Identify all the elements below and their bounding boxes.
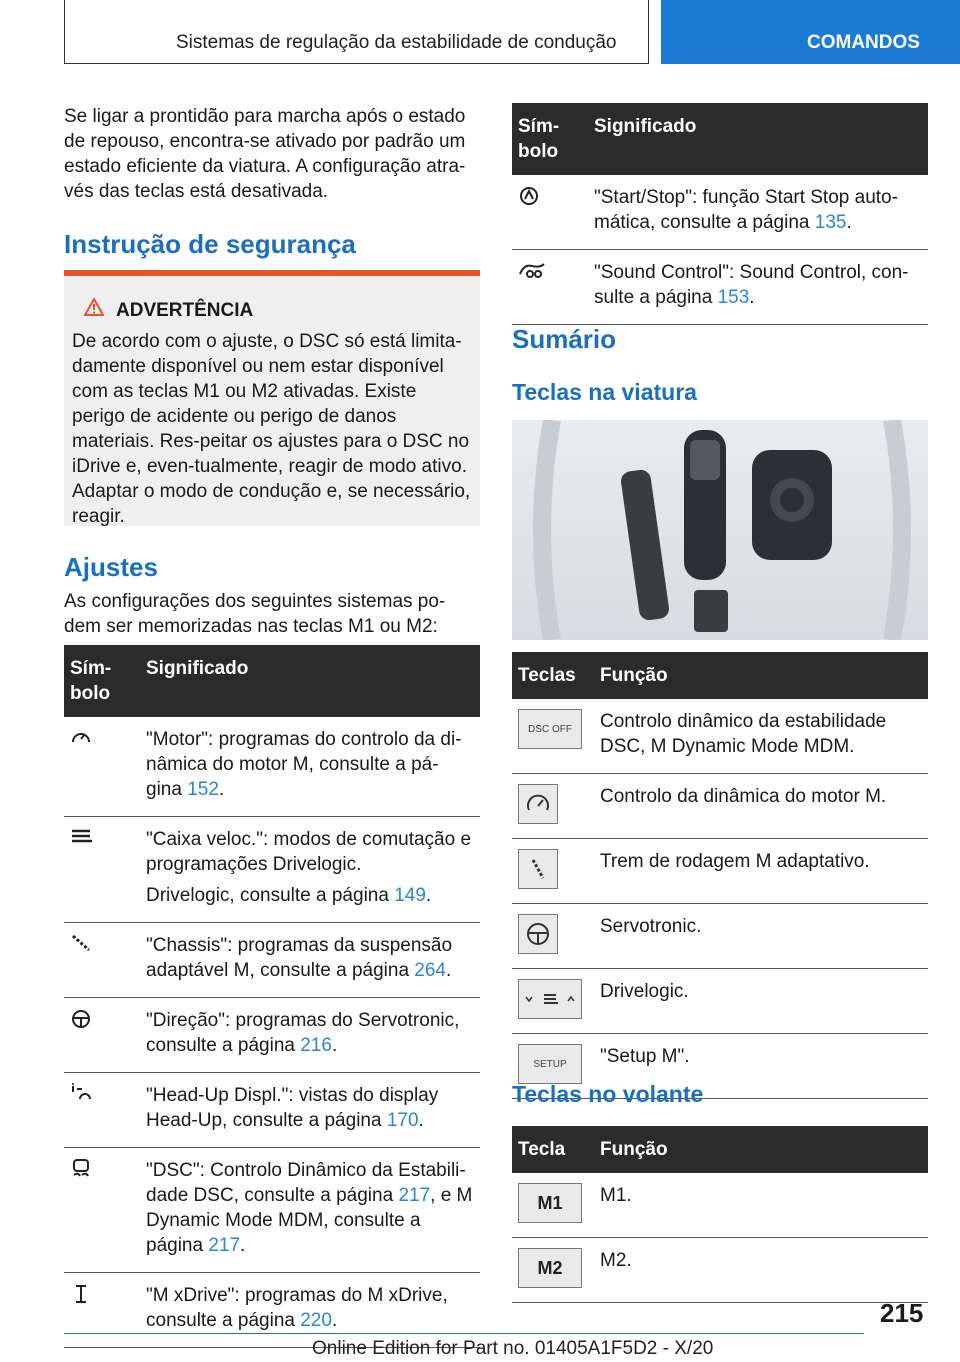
table-row: "DSC": Controlo Dinâmico da Estabili-dade DSC, consulte a página 217, e M Dynamic Mode MDM, consulte a página 217. <box>64 1148 480 1273</box>
table-row: "Head-Up Displ.": vistas do display Head-Up, consulte a página 170. <box>64 1073 480 1148</box>
tab-comandos[interactable]: COMANDOS <box>661 0 960 64</box>
head-up-display-icon <box>70 1087 96 1108</box>
vehicle-keys-table <box>512 652 928 1099</box>
setup-key-icon: SETUP <box>518 1044 582 1084</box>
col-symbol: Sím-bolo <box>64 645 140 717</box>
xdrive-icon <box>70 1289 92 1310</box>
col-symbol: Sím-bolo <box>512 103 588 175</box>
center-console-photo <box>512 420 928 640</box>
footer-divider <box>64 1333 864 1334</box>
dsc-icon <box>70 1164 92 1185</box>
settings-intro: As configurações dos seguintes sistemas po-dem ser memorizadas nas teclas M1 ou M2: <box>64 591 446 637</box>
col-meaning: Significado <box>140 645 480 717</box>
settings-heading: Ajustes <box>64 552 158 582</box>
page-link[interactable]: 216 <box>300 1035 332 1056</box>
page-link[interactable]: 170 <box>386 1110 419 1131</box>
col-function: Função <box>594 1126 928 1173</box>
table-row: M1 M1. <box>512 1173 928 1238</box>
page-link[interactable]: 220 <box>300 1310 332 1331</box>
table-row: SETUP "Setup M". <box>512 1034 928 1099</box>
table-row: "Sound Control": Sound Control, con-sulte a página 153. <box>512 250 928 325</box>
sound-control-icon <box>518 264 546 285</box>
page-link[interactable]: 149 <box>394 885 426 906</box>
table-row: "Caixa veloc.": modos de comutação e programações Drivelogic. Drivelogic, consulte a página 149. <box>64 817 480 923</box>
col-key: Teclas <box>512 652 594 699</box>
edition-text: Online Edition for Part no. 01405A1F5D2 - X/20 <box>312 1338 714 1359</box>
warning-title: ADVERTÊNCIA <box>116 300 254 321</box>
wheel-keys-table <box>512 1126 928 1303</box>
section-title: Sistemas de regulação da estabilidade de condução <box>176 32 617 53</box>
warning-box <box>64 270 480 526</box>
summary-heading: Sumário <box>512 324 617 354</box>
warning-triangle-icon <box>84 298 104 323</box>
steering-wheel-icon <box>70 1014 92 1035</box>
page-link[interactable]: 152 <box>187 779 219 800</box>
start-stop-icon <box>518 191 540 212</box>
m1-key-icon: M1 <box>518 1183 582 1223</box>
drivelogic-key-icon <box>518 979 582 1019</box>
settings-table <box>64 645 480 1348</box>
table-row: Drivelogic. <box>512 969 928 1034</box>
adaptive-suspension-key-icon <box>518 849 558 889</box>
page-number: 215 <box>880 1298 924 1328</box>
col-key: Tecla <box>512 1126 594 1173</box>
intro-paragraph: Se ligar a prontidão para marcha após o estado de repouso, encontra-se ativado por padrão um estado eficiente da viatura. A configuração atra-vés das teclas está desativada. <box>64 106 466 202</box>
m2-key-icon: M2 <box>518 1248 582 1288</box>
wheel-keys-heading: Teclas no volante <box>512 1081 704 1107</box>
col-function: Função <box>594 652 928 699</box>
dsc-off-key-icon: DSC OFF <box>518 709 582 749</box>
table-row: "Chassis": programas da suspensão adaptável M, consulte a página 264. <box>64 923 480 998</box>
page-link[interactable]: 264 <box>414 960 446 981</box>
col-meaning: Significado <box>588 103 928 175</box>
chassis-icon <box>70 937 92 958</box>
table-row: Trem de rodagem M adaptativo. <box>512 839 928 904</box>
servotronic-key-icon <box>518 914 558 954</box>
engine-gauge-icon <box>70 731 92 752</box>
table-row: M2 M2. <box>512 1238 928 1303</box>
table-row: "Motor": programas do controlo da di-nâmica do motor M, consulte a pá-gina 152. <box>64 717 480 817</box>
page-link[interactable]: 217 <box>398 1185 431 1206</box>
table-row: DSC OFF Controlo dinâmico da estabilidade DSC, M Dynamic Mode MDM. <box>512 699 928 774</box>
table-row: Controlo da dinâmica do motor M. <box>512 774 928 839</box>
page-link[interactable]: 135 <box>814 212 847 233</box>
page-link[interactable]: 153 <box>717 287 750 308</box>
symbols-table-continued <box>512 103 928 325</box>
gearbox-icon <box>70 829 94 850</box>
table-row: Servotronic. <box>512 904 928 969</box>
table-row: "M xDrive": programas do M xDrive, consulte a página 220. <box>64 1273 480 1348</box>
table-row: "Start/Stop": função Start Stop auto-mática, consulte a página 135. <box>512 175 928 250</box>
table-row: "Direção": programas do Servotronic, consulte a página 216. <box>64 998 480 1073</box>
engine-dynamics-key-icon <box>518 784 558 824</box>
safety-heading: Instrução de segurança <box>64 229 356 259</box>
vehicle-keys-heading: Teclas na viatura <box>512 379 697 405</box>
warning-text: De acordo com o ajuste, o DSC só está limita-damente disponível ou nem estar disponível com as teclas M1 ou M2 ativadas. Existe perigo de acidente ou perigo de danos materiais. Res-peitar os ajustes para o DSC no iDrive e, even-tualmente, reagir de modo ativo. Adaptar o modo de condução e, se necessário, reagir. <box>72 331 471 527</box>
page-link[interactable]: 217 <box>208 1235 241 1256</box>
